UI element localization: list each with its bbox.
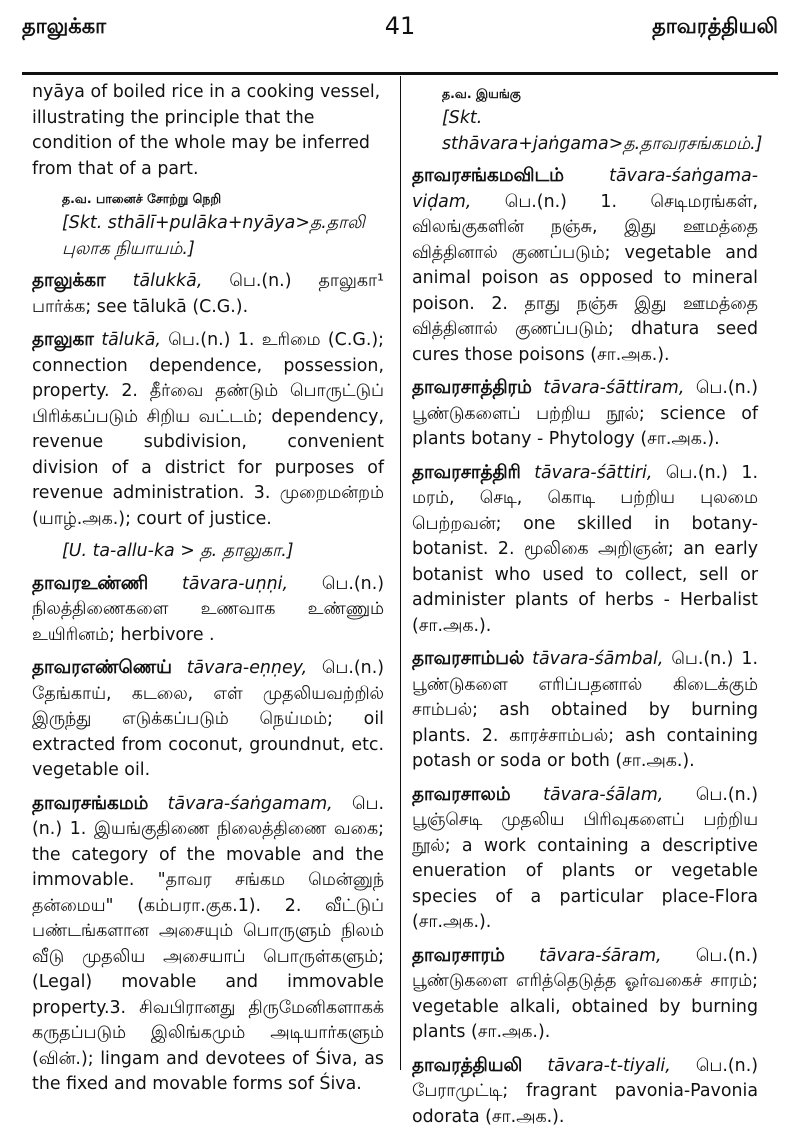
definition: பெ.(n.) 1. உரிமை (C.G.); connection dependence, possession, property. 2. தீர்வை தண்டும் பொருட்டுப் பிரிக்கப்படும் சிறிய வட்டம்; dependency, revenue subdivision, convenient division of a district for purposes of revenue administration. 3. முறைமன்றம் (யாழ்.அக.); court of justice. — [32, 330, 385, 529]
dictionary-entry — [412, 375, 758, 453]
definition: பெ.(n.) தேங்காய், கடலை, எள் முதலியவற்றில் இருந்து எடுக்கப்படும் நெய்மம்; oil extracted from coconut, groundnut, etc. vegetable oil. — [32, 658, 385, 780]
transliteration: tāvara-śāram, — [539, 945, 662, 966]
dictionary-entry — [32, 791, 384, 1098]
dictionary-entry — [32, 571, 384, 649]
definition: பெ.(n.) 1. இயங்குதிணை நிலைத்திணை வகை; the category of the movable and the immovable. "தாவர சங்கம மென்னுந் தன்மைய" (கம்பரா.குக.1). 2. வீட்டுப் பண்டங்களான அசையும் பொருளும் நிலம் வீடு முதலிய அசையாப் பொருள்களும்; (Legal) movable and immovable property.3. சிவபிரானது திருமேனிகளாகக் கருதப்படும் இலிங்கமும் அடியார்களும் (வின்.); lingam and devotees of Śiva, as the fixed and movable forms sof Śiva. — [32, 793, 384, 1094]
headword: தாவரத்தியலி — [412, 1054, 523, 1076]
page-number: 41 — [384, 12, 416, 40]
definition: பெ.(n.) பேராமுட்டி; fragrant pavonia-Pavonia odorata (சா.அக.). — [412, 1055, 759, 1127]
headword: தாவரசங்கமவிடம் — [412, 165, 564, 186]
dictionary-entry — [32, 327, 384, 532]
etymology: [Skt. sthālī+pulāka+nyāya>த.தாலி புலாக நியாயம்.] — [62, 213, 365, 259]
headword: தாலுக்கா — [32, 270, 106, 291]
right-column — [412, 80, 763, 1137]
definition: பெ.(n.) 1. மரம், செடி, கொடி பற்றிய புலமை பெற்றவன்; one skilled in botany-botanist. 2. மூலிகை அறிஞன்; an early botanist who used to collect, sell or administer plants of herbs - Herbalist (சா.அக.). — [412, 462, 758, 636]
headword: தாவரசாலம் — [412, 783, 511, 805]
transliteration: tāvara-śāttiram, — [543, 378, 685, 398]
headword: தாவரசாரம் — [412, 944, 505, 966]
transliteration: tālukā, — [101, 330, 161, 350]
definition: பெ.(n.) பூஞ்செடி முதலிய பிரிவுகளைப் பற்றிய நூல்; a work containing a descriptive enueration of plants or vegetable species of a particular place-Flora (சா.அக.). — [412, 784, 759, 932]
header-rule — [22, 72, 778, 75]
headword: தாலுகா — [32, 329, 94, 350]
definition: பெ.(n.) 1. செடிமரங்கள், விலங்குகளின் நஞ்சு, இது ஊமத்தை வித்தினால் குணப்படும்; vegetable and animal poison as opposed to mineral poison. 2. தாது நஞ்சு இது ஊமத்தை வித்தினால் குணப்படும்; dhatura seed cures those poisons (சா.அக.). — [412, 191, 759, 365]
transliteration: tāvara-t-tiyali, — [547, 1055, 671, 1076]
column-divider — [400, 76, 401, 1070]
transliteration: tāvara-eṇṇey, — [186, 658, 308, 678]
dictionary-entry — [412, 782, 758, 936]
definition: பெ.(n.) 1. பூண்டுகளை எரிப்பதனால் கிடைக்கும் சாம்பல்; ash obtained by burning plants. 2. காரச்சாம்பல்; ash containing potash or soda or both (சா.அக.). — [412, 649, 758, 771]
dictionary-entry — [412, 163, 758, 368]
tamil-equivalent: த.வ. இயங்கு — [442, 86, 521, 101]
headword: தாவரசாம்பல் — [412, 648, 525, 669]
continued-line: illustrating the principle that the — [32, 107, 315, 128]
transliteration: tāvara-śāttiri, — [534, 462, 653, 483]
tamil-equivalent: த.வ. பானைச் சோற்று நெறி — [62, 191, 222, 206]
transliteration: tāvara-śaṅgamam, — [167, 793, 333, 814]
dictionary-entry — [412, 646, 758, 775]
dictionary-entry — [412, 460, 758, 640]
definition: பெ.(n.) பூண்டுகளைப் பற்றிய நூல்; science of plants botany - Phytology (சா.அக.). — [412, 378, 759, 449]
definition: பெ.(n.) பூண்டுகளை எரித்தெடுத்த ஓர்வகைச் சாரம்; vegetable alkali, obtained by burning plants (சா.அக.). — [412, 945, 758, 1042]
left-column — [32, 80, 384, 1105]
headword: தாவரசாத்திரி — [412, 461, 521, 483]
definition: பெ.(n.) தாலுகா¹ பார்க்க; see tālukā (C.G.). — [32, 271, 385, 317]
page-header — [22, 8, 778, 48]
etymology: [U. ta-allu-ka > த. தாலுகா.] — [62, 541, 294, 561]
header-left-guide-word: தாலுக்கா — [22, 14, 107, 38]
continued-line: condition of the whole may be inferred — [32, 133, 370, 153]
dictionary-entry — [412, 1053, 758, 1131]
headword: தாவரசங்கமம் — [32, 792, 149, 814]
headword: தாவரஎண்ணெய் — [32, 657, 172, 678]
continued-entry — [32, 80, 384, 182]
continued-line: from that of a part. — [32, 158, 199, 179]
dictionary-entry — [32, 655, 384, 784]
headword: தாவரசாத்திரம் — [412, 377, 532, 398]
etymology: [Skt. sthāvara+jaṅgama>த.தாவரசங்கமம்.] — [442, 108, 763, 154]
transliteration: tāvara-śāmbal, — [532, 649, 664, 669]
header-right-guide-word: தாவரத்தியலி — [652, 14, 778, 38]
definition: பெ.(n.) நிலத்திணைகளை உணவாக உண்ணும் உயிரினம்; herbivore . — [32, 573, 385, 645]
dictionary-entry — [32, 268, 384, 320]
dictionary-entry — [412, 943, 758, 1046]
transliteration: tāvara-śaṅgama-viḍam, — [412, 166, 758, 212]
transliteration: tāvara-śālam, — [543, 784, 664, 805]
transliteration: tālukkā, — [132, 271, 203, 291]
continued-line: nyāya of boiled rice in a cooking vessel, — [32, 82, 381, 102]
headword: தாவரஉண்ணி — [32, 572, 149, 594]
transliteration: tāvara-uṇṇi, — [182, 573, 288, 594]
